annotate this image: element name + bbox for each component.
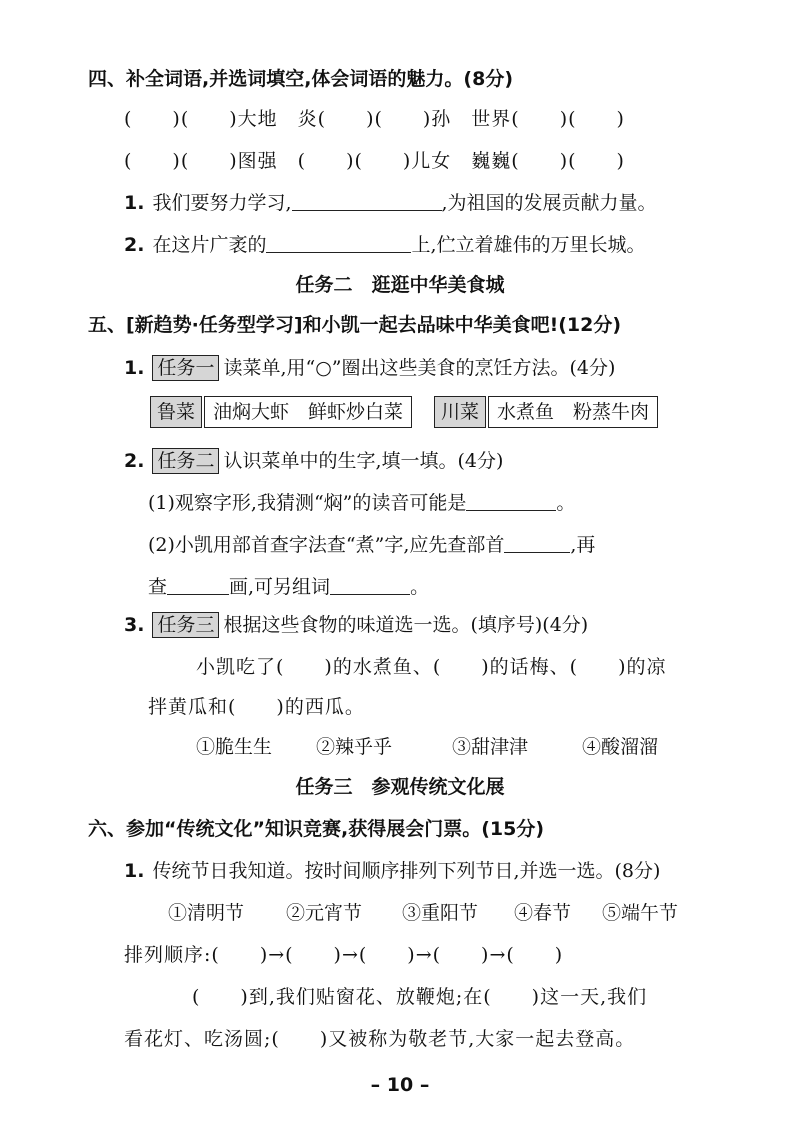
- q5-t3-line-2: 拌黄瓜和( )的西瓜。: [148, 696, 365, 718]
- q5-t2-p3-text-b: 画,可另组词: [229, 576, 331, 598]
- festival-3: ③重阳节: [402, 902, 479, 924]
- q4-s1-text-a: 我们要努力学习,: [152, 192, 292, 214]
- q5-t3-line-1: 小凯吃了( )的水煮鱼、( )的话梅、( )的凉: [196, 656, 667, 678]
- menu-lu-items: 油焖大虾 鲜虾炒白菜: [204, 396, 412, 428]
- q6-sub1: [124, 858, 660, 884]
- option-2: ②辣乎乎: [316, 736, 393, 758]
- festival-4: ④春节: [514, 902, 572, 924]
- q5-t1-text: 读菜单,用“○”圈出这些美食的烹饪方法。(4分): [223, 357, 616, 379]
- q5-t2-number: 2.: [124, 450, 145, 472]
- q5-t2-p3-end: 。: [410, 576, 430, 598]
- q5-t2-part1: [148, 490, 575, 516]
- q4-sentence-1: [124, 190, 657, 216]
- q5-task1: [124, 355, 615, 381]
- option-3: ③甜津津: [452, 736, 529, 758]
- q5-task3: [124, 612, 588, 638]
- menu-lu: [150, 396, 412, 428]
- menu-chuan-items: 水煮鱼 粉蒸牛肉: [488, 396, 658, 428]
- q5-t2-p3-blank-2[interactable]: [330, 574, 410, 595]
- task3-heading: 任务三 参观传统文化展: [295, 776, 505, 798]
- q5-t3-number: 3.: [124, 614, 145, 636]
- q4-s2-blank[interactable]: [266, 232, 411, 253]
- q6-title: 六、参加“传统文化”知识竞赛,获得展会门票。(15分): [88, 818, 545, 840]
- q4-word-row-1: ( )( )大地 炎( )( )孙 世界( )( ): [124, 108, 625, 130]
- menu-chuan: [434, 396, 658, 428]
- q5-t3-text: 根据这些食物的味道选一选。(填序号)(4分): [223, 614, 589, 636]
- q5-t2-p2-text: (2)小凯用部首查字法查“煮”字,应先查部首: [148, 534, 505, 556]
- q5-t2-p1-blank[interactable]: [466, 490, 556, 511]
- q5-t2-p3-blank-1[interactable]: [167, 574, 229, 595]
- task3-tag: 任务三: [152, 612, 219, 638]
- q5-t1-number: 1.: [124, 357, 145, 379]
- option-1: ①脆生生: [196, 736, 273, 758]
- q6-s1-number: 1.: [124, 860, 145, 882]
- q5-t2-p2-blank[interactable]: [504, 532, 570, 553]
- q5-t2-p2-end: ,再: [570, 534, 596, 556]
- q4-title: 四、补全词语,并选词填空,体会词语的魅力。(8分): [88, 68, 514, 90]
- q5-t2-part3: [148, 574, 429, 600]
- q5-options: [196, 734, 658, 760]
- q6-fill-line-2: 看花灯、吃汤圆;( )又被称为敬老节,大家一起去登高。: [124, 1028, 636, 1050]
- menu-chuan-label: 川菜: [434, 396, 486, 428]
- q5-t2-text: 认识菜单中的生字,填一填。(4分): [223, 450, 504, 472]
- menu-lu-label: 鲁菜: [150, 396, 202, 428]
- q4-s1-blank[interactable]: [292, 190, 442, 211]
- q4-s2-number: 2.: [124, 234, 145, 256]
- festival-list: [168, 900, 678, 926]
- task2-tag: 任务二: [152, 448, 219, 474]
- q4-s1-number: 1.: [124, 192, 145, 214]
- option-4: ④酸溜溜: [582, 736, 659, 758]
- q6-s1-text: 传统节日我知道。按时间顺序排列下列节日,并选一选。(8分): [152, 860, 661, 882]
- q6-fill-line-1: ( )到,我们贴窗花、放鞭炮;在( )这一天,我们: [192, 986, 648, 1008]
- festival-2: ②元宵节: [286, 902, 363, 924]
- page-number: – 10 –: [370, 1074, 430, 1096]
- q5-title: 五、[新趋势·任务型学习]和小凯一起去品味中华美食吧!(12分): [88, 314, 622, 336]
- order-line: 排列顺序:( )→( )→( )→( )→( ): [124, 944, 564, 966]
- q4-s1-text-b: ,为祖国的发展贡献力量。: [441, 192, 657, 214]
- q5-t2-p1-text: (1)观察字形,我猜测“焖”的读音可能是: [148, 492, 467, 514]
- q5-t2-p1-end: 。: [556, 492, 576, 514]
- q4-sentence-2: [124, 232, 646, 258]
- festival-5: ⑤端午节: [602, 902, 679, 924]
- q5-task2: [124, 448, 503, 474]
- q4-s2-text-a: 在这片广袤的: [152, 234, 267, 256]
- q4-word-row-2: ( )( )图强 ( )( )儿女 巍巍( )( ): [124, 150, 625, 172]
- task2-heading: 任务二 逛逛中华美食城: [295, 274, 505, 296]
- task1-tag: 任务一: [152, 355, 219, 381]
- q4-s2-text-b: 上,伫立着雄伟的万里长城。: [411, 234, 646, 256]
- q5-t2-p3-text-a: 查: [148, 576, 168, 598]
- festival-1: ①清明节: [168, 902, 245, 924]
- q5-t2-part2: [148, 532, 595, 558]
- menu-row: [150, 396, 658, 428]
